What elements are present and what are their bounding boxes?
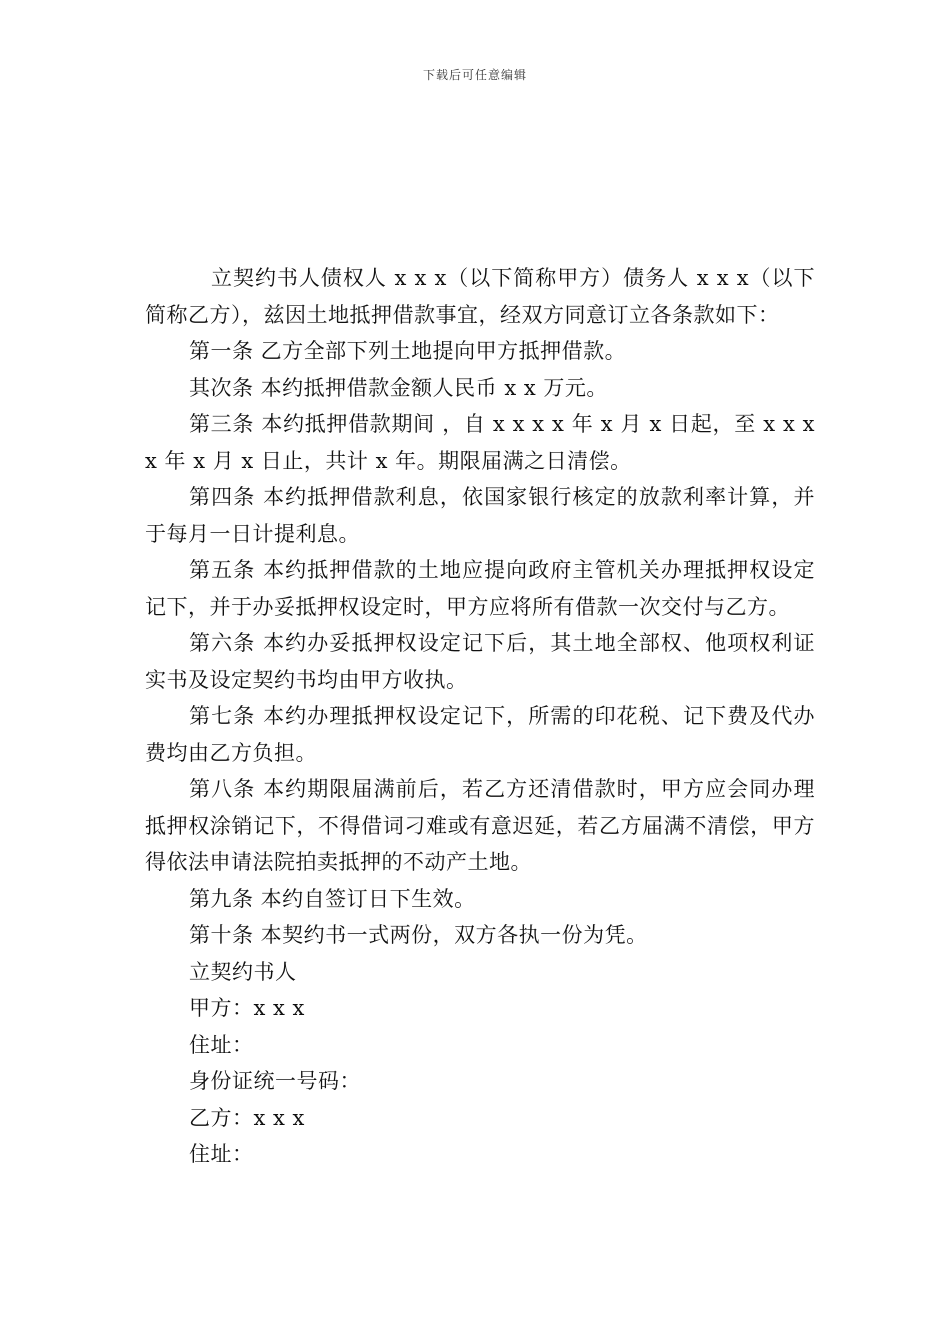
party-b-address: 住址： (189, 1142, 254, 1166)
party-b-name: 乙方：x x x (189, 1105, 305, 1130)
clause-10: 第十条 本契约书一式两份，双方各执一份为凭。 (189, 923, 648, 947)
clause-1: 第一条 乙方全部下列土地提向甲方抵押借款。 (189, 339, 627, 363)
clause-7: 第七条 本约办理抵押权设定记下，所需的印花税、记下费及代办费均由乙方负担。 (145, 704, 815, 765)
header-note: 下载后可任意编辑 (422, 68, 527, 82)
clause-4: 第四条 本约抵押借款利息，依国家银行核定的放款利率计算，并于每月一日计提利息。 (145, 485, 815, 546)
clause-3: 第三条 本约抵押借款期间 ，自 x x x x 年 x 月 x 日起，至 x x x x 年 x 月 x 日止，共计 x 年。期限届满之日清偿。 (145, 412, 815, 473)
clause-9: 第九条 本约自签订日下生效。 (189, 886, 476, 911)
signature-heading: 立契约书人 (189, 959, 297, 984)
contract-preamble: 立契约书人债权人 x x x（以下简称甲方）债务人 x x x（以下简称乙方），兹因土地抵押借款事宜，经双方同意订立各条款如下： (145, 266, 815, 327)
party-a-name: 甲方：x x x (189, 996, 305, 1020)
clause-8: 第八条 本约期限届满前后，若乙方还清借款时，甲方应会同办理抵押权涂销记下，不得借词刁难或有意迟延，若乙方届满不清偿，甲方得依法申请法院拍卖抵押的不动产土地。 (145, 777, 815, 874)
party-a-id-number: 身份证统一号码： (189, 1069, 361, 1093)
clause-5: 第五条 本约抵押借款的土地应提向政府主管机关办理抵押权设定记下，并于办妥抵押权设定时，甲方应将所有借款一次交付与乙方。 (145, 558, 815, 619)
party-a-address: 住址： (189, 1032, 254, 1057)
clause-2: 其次条 本约抵押借款金额人民币 x x 万元。 (189, 375, 608, 400)
contract-body (145, 260, 815, 1173)
signature-block (145, 954, 815, 1173)
clause-6: 第六条 本约办妥抵押权设定记下后，其土地全部权、他项权利证实书及设定契约书均由甲方收执。 (145, 631, 815, 692)
